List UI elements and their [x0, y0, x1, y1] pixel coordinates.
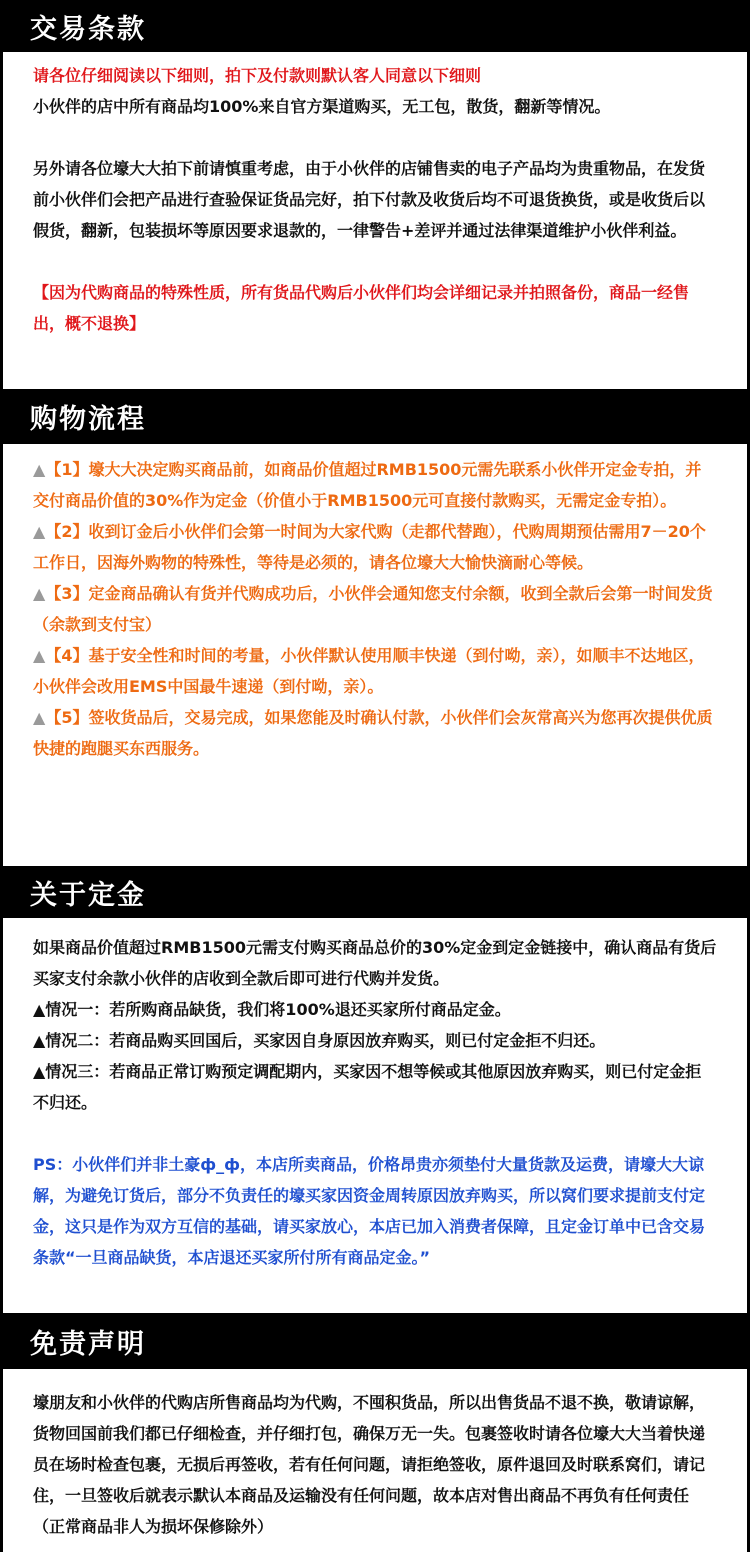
process-step-4: ▲【4】基于安全性和时间的考量，小伙伴默认使用顺丰快递（到付呦，亲），如顺丰不达地区，小伙伴会改用EMS中国最牛速递（到付呦，亲）。 — [33, 646, 705, 696]
process-step-2: ▲【2】收到订金后小伙伴们会第一时间为大家代购（走都代替跑），代购周期预估需用7－20个工作日，因海外购物的特殊性，等待是必须的，请各位壕大大愉快滴耐心等候。 — [33, 522, 706, 572]
section-header-disclaimer: 免责声明 — [0, 1313, 750, 1369]
deposit-case-1: ▲情况一：若所购商品缺货，我们将100%退还买家所付商品定金。 — [33, 1000, 511, 1019]
deposit-ps: PS：小伙伴们并非土豪ф_ф，本店所卖商品，价格昂贵亦须垫付大量货款及运费，请壕大大谅解，为避免订货后，部分不负责任的壕买家因资金周转原因放弃购买，所以窝们要求提前支付定金，这只是作为双方互信的基础，请买家放心，本店已加入消费者保障，且定金订单中已含交易条款“一旦商品缺货，本店退还买家所付所有商品定金。” — [33, 1155, 706, 1267]
triangle-icon: ▲ — [33, 522, 46, 541]
terms-para-2: 另外请各位壕大大拍下前请慎重考虑，由于小伙伴的店铺售卖的电子产品均为贵重物品，在发货前小伙伴们会把产品进行查验保证货品完好，拍下付款及收货后均不可退货换货，或是收货后以假货，翻新，包装损坏等原因要求退款的，一律警告+差评并通过法律渠道维护小伙伴利益。 — [33, 159, 706, 240]
terms-red-note: 请各位仔细阅读以下细则，拍下及付款则默认客人同意以下细则 — [33, 66, 482, 85]
process-step-3: ▲【3】定金商品确认有货并代购成功后，小伙伴会通知您支付余额，收到全款后会第一时间发货（余款到支付宝） — [33, 584, 713, 634]
disclaimer-panel — [3, 1369, 747, 1552]
section-header-process: 购物流程 — [0, 389, 750, 444]
triangle-icon: ▲ — [33, 584, 46, 603]
triangle-icon: ▲ — [33, 708, 46, 727]
process-step-5: ▲【5】签收货品后，交易完成，如果您能及时确认付款，小伙伴们会灰常高兴为您再次提供优质快捷的跑腿买东西服务。 — [33, 708, 713, 758]
deposit-intro: 如果商品价值超过RMB1500元需支付购买商品总价的30%定金到定金链接中，确认商品有货后买家支付余款小伙伴的店收到全款后即可进行代购并发货。 — [33, 938, 717, 988]
section-header-terms: 交易条款 — [0, 0, 750, 52]
process-panel — [3, 444, 747, 866]
terms-red-bracket: 【因为代购商品的特殊性质，所有货品代购后小伙伴们均会详细记录并拍照备份，商品一经售出，概不退换】 — [33, 283, 690, 333]
process-step-1: ▲【1】壕大大决定购买商品前，如商品价值超过RMB1500元需先联系小伙伴开定金专拍，并交付商品价值的30%作为定金（价值小于RMB1500元可直接付款购买，无需定金专拍）。 — [33, 460, 702, 510]
triangle-icon: ▲ — [33, 460, 46, 479]
terms-para-1: 小伙伴的店中所有商品均100%来自官方渠道购买，无工包，散货，翻新等情况。 — [33, 97, 611, 116]
section-header-deposit: 关于定金 — [0, 866, 750, 918]
deposit-case-2: ▲情况二：若商品购买回国后，买家因自身原因放弃购买，则已付定金拒不归还。 — [33, 1031, 606, 1050]
deposit-panel — [3, 918, 747, 1313]
disclaimer-text: 壕朋友和小伙伴的代购店所售商品均为代购，不囤积货品，所以出售货品不退不换，敬请谅解，货物回国前我们都已仔细检查，并仔细打包，确保万无一失。包裹签收时请各位壕大大当着快递员在场时检查包裹，无损后再签收，若有任何问题，请拒绝签收，原件退回及时联系窝们，请记住，一旦签收后就表示默认本商品及运输没有任何问题，故本店对售出商品不再负有任何责任（正常商品非人为损坏保修除外） — [33, 1393, 706, 1536]
triangle-icon: ▲ — [33, 646, 46, 665]
deposit-case-3: ▲情况三：若商品正常订购预定调配期内，买家因不想等候或其他原因放弃购买，则已付定金拒不归还。 — [33, 1062, 702, 1112]
terms-panel — [3, 52, 747, 389]
